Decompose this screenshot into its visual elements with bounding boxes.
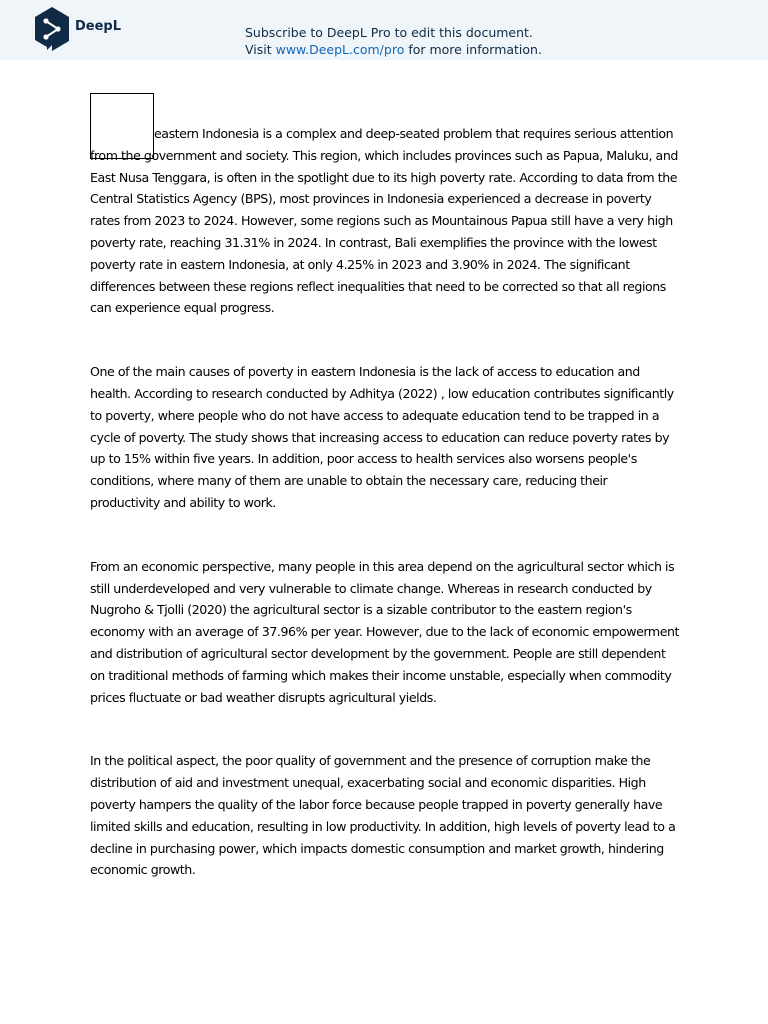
brand-name: DeepL <box>75 19 122 34</box>
deepl-pro-link[interactable]: www.DeepL.com/pro <box>275 42 405 57</box>
visit-suffix: for more information. <box>404 42 542 57</box>
paragraph-3: From an economic perspective, many people in this area depend on the agricultural sector which is still underdeveloped and very vulnerable to climate change. Whereas in research conducted by Nugroho & Tjolli (2020) the agricultural sector is a sizable contributor to the eastern region's economy with an average of 37.96% per year. However, due to the lack of economic empowerment and distribution of agricultural sector development by the government. People are still dependent on traditional methods of farming which makes their income unstable, especially when commodity prices fluctuate or bad weather disrupts agricultural yields. <box>90 558 680 705</box>
visit-line <box>245 41 542 58</box>
paragraph-4: In the political aspect, the poor quality of government and the presence of corruption make the distribution of aid and investment unequal, exacerbating social and economic disparities. High poverty hampers the quality of the labor force because people trapped in poverty generally have limited skills and education, resulting in low productivity. In addition, high levels of poverty lead to a decline in purchasing power, which impacts domestic consumption and market growth, hindering economic growth. <box>90 753 676 878</box>
subscribe-notice <box>245 24 542 58</box>
visit-prefix: Visit <box>245 42 276 57</box>
paragraph-1: eastern Indonesia is a complex and deep-seated problem that requires serious attention from the government and society. This region, which includes provinces such as Papua, Maluku, and East Nusa Tenggara, is often in the spotlight due to its high poverty rate. According to data from the Central Statistics Agency (BPS), most provinces in Indonesia experienced a decrease in poverty rates from 2023 to 2024. However, some regions such as Mountainous Papua still have a very high poverty rate, reaching 31.31% in 2024. In contrast, Bali exemplifies the province with the lowest poverty rate in eastern Indonesia, at only 4.25% in 2023 and 3.90% in 2024. The significant differences between these regions reflect inequalities that need to be corrected so that all regions can experience equal progress. <box>90 126 678 316</box>
subscribe-line: Subscribe to DeepL Pro to edit this document. <box>245 25 533 40</box>
deepl-banner <box>0 0 768 60</box>
deepl-logo-icon[interactable] <box>33 6 71 52</box>
paragraph-2: One of the main causes of poverty in eastern Indonesia is the lack of access to education and health. According to research conducted by Adhitya (2022) , low education contributes significantly to poverty, where people who do not have access to adequate education tend to be trapped in a cycle of poverty. The study shows that increasing access to education can reduce poverty rates by up to 15% within five years. In addition, poor access to health services also worsens people's conditions, where many of them are unable to obtain the necessary care, reducing their productivity and ability to work. <box>90 364 674 510</box>
document-body <box>90 123 680 881</box>
